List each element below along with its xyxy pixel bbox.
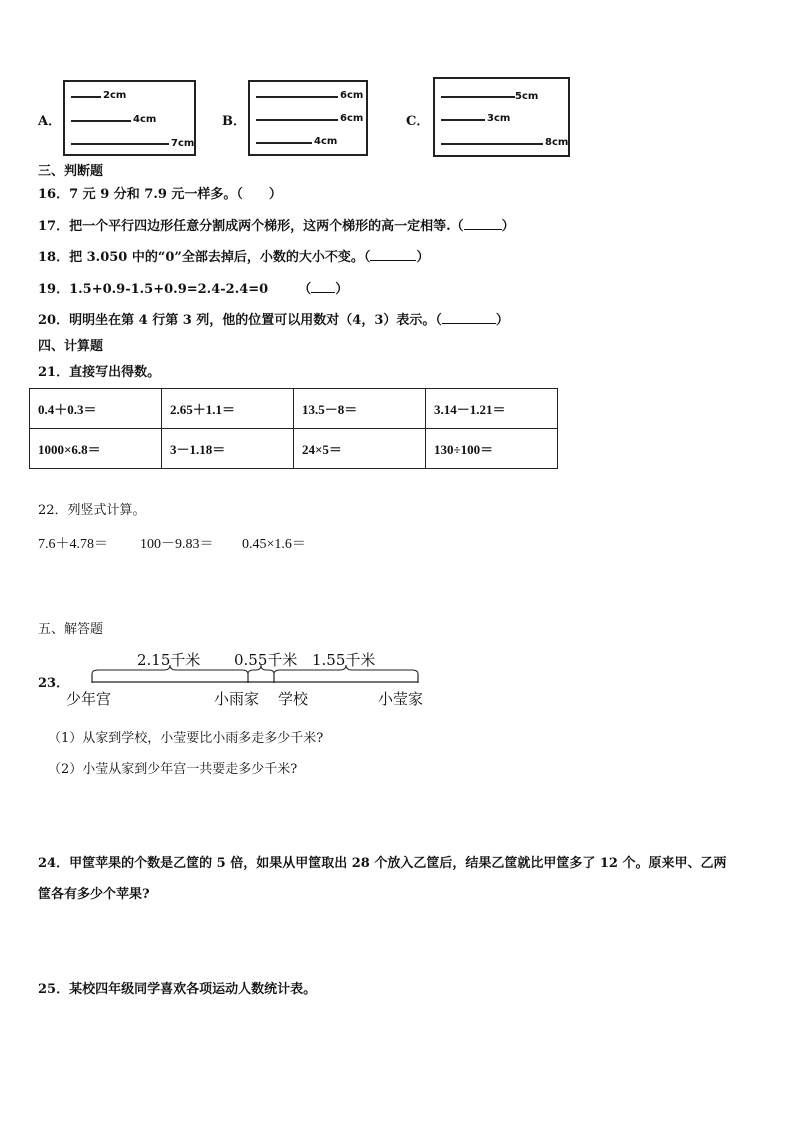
question-19-answer-blank[interactable] xyxy=(311,292,335,293)
question-17-answer-blank[interactable] xyxy=(464,229,502,230)
table-cell: 3.14－1.21＝ xyxy=(426,389,558,429)
section-3-heading: 三、判断题 xyxy=(38,164,104,179)
option-a-figure xyxy=(63,80,196,156)
question-23-number: 23． xyxy=(38,676,70,691)
option-c-figure xyxy=(433,77,570,157)
question-19-close: ） xyxy=(335,282,349,297)
question-21-title: 21．直接写出得数。 xyxy=(38,365,161,380)
table-row xyxy=(30,429,558,469)
question-17: 17．把一个平行四边形任意分割成两个梯形，这两个梯形的高一定相等.（ xyxy=(38,219,464,234)
place-label-xiaoying: 小莹家 xyxy=(378,690,424,708)
question-18-answer-blank[interactable] xyxy=(370,260,416,261)
option-c-label: C． xyxy=(406,114,430,129)
question-19-open: （ xyxy=(298,282,312,297)
option-c-line-3 xyxy=(441,143,543,145)
question-25: 25．某校四年级同学喜欢各项运动人数统计表。 xyxy=(38,982,317,997)
question-24-line-2: 筐各有多少个苹果? xyxy=(38,887,150,902)
section-5-heading: 五、解答题 xyxy=(38,622,104,637)
table-row xyxy=(30,389,558,429)
option-b-line-2 xyxy=(256,119,338,121)
question-18: 18．把 3.050 中的“0”全部去掉后，小数的大小不变。（ xyxy=(38,250,371,265)
question-20-close: ） xyxy=(495,313,509,328)
option-a-line-3 xyxy=(71,143,169,145)
question-22-item-3: 0.45×1.6＝ xyxy=(242,537,306,552)
option-b-line-2-label: 6cm xyxy=(340,113,364,124)
question-19: 19．1.5+0.9-1.5+0.9=2.4-2.4=0 xyxy=(38,282,269,297)
option-c-line-1-label: 5cm xyxy=(515,91,539,102)
table-cell: 0.4＋0.3＝ xyxy=(30,389,162,429)
option-c-line-1 xyxy=(441,96,515,98)
option-a-line-1-label: 2cm xyxy=(103,90,127,101)
question-22-title: 22．列竖式计算。 xyxy=(38,503,146,518)
option-a-line-2-label: 4cm xyxy=(133,114,157,125)
distance-label-1: 2.15千米 xyxy=(137,651,201,669)
table-cell: 3－1.18＝ xyxy=(162,429,294,469)
question-22-item-2: 100－9.83＝ xyxy=(140,537,214,552)
option-a-line-1 xyxy=(71,96,101,98)
question-24-line-1: 24．甲筐苹果的个数是乙筐的 5 倍，如果从甲筐取出 28 个放入乙筐后，结果乙筐就比甲筐多了 12 个。原来甲、乙两 xyxy=(38,856,727,871)
option-b-line-1-label: 6cm xyxy=(340,90,364,101)
place-label-xiaoyu: 小雨家 xyxy=(214,690,260,708)
table-cell: 2.65＋1.1＝ xyxy=(162,389,294,429)
question-17-row xyxy=(38,219,515,235)
question-21-table xyxy=(29,388,558,469)
option-a-label: A． xyxy=(38,114,62,129)
place-label-school: 学校 xyxy=(278,690,309,708)
question-19-row xyxy=(38,282,348,298)
option-b-line-3 xyxy=(256,142,312,144)
question-18-close: ） xyxy=(416,250,430,265)
option-b-figure xyxy=(248,80,368,156)
place-label-shaonian: 少年宫 xyxy=(66,690,112,708)
table-cell: 1000×6.8＝ xyxy=(30,429,162,469)
option-c-line-2-label: 3cm xyxy=(487,113,511,124)
question-20-answer-blank[interactable] xyxy=(442,323,496,324)
table-cell: 24×5＝ xyxy=(294,429,426,469)
option-a-line-2 xyxy=(71,120,131,122)
section-4-heading: 四、计算题 xyxy=(38,339,104,354)
distance-label-3: 1.55千米 xyxy=(312,651,376,669)
question-20: 20．明明坐在第 4 行第 3 列，他的位置可以用数对（4，3）表示。（ xyxy=(38,313,442,328)
distance-label-2: 0.55千米 xyxy=(234,651,298,669)
question-17-close: ） xyxy=(501,219,515,234)
question-23-sub-1: （1）从家到学校，小莹要比小雨多走多少千米? xyxy=(48,731,324,746)
table-cell: 13.5－8＝ xyxy=(294,389,426,429)
option-c-line-3-label: 8cm xyxy=(545,137,569,148)
question-22-item-1: 7.6＋4.78＝ xyxy=(38,537,108,552)
question-18-row xyxy=(38,250,429,266)
option-b-line-1 xyxy=(256,96,338,98)
option-b-line-3-label: 4cm xyxy=(314,136,338,147)
option-a-line-3-label: 7cm xyxy=(171,138,195,149)
option-b-label: B． xyxy=(222,114,246,129)
option-c-line-2 xyxy=(441,119,485,121)
question-16: 16．7 元 9 分和 7.9 元一样多。（ ） xyxy=(38,187,282,202)
question-23-sub-2: （2）小莹从家到少年宫一共要走多少千米? xyxy=(48,762,298,777)
table-cell: 130÷100＝ xyxy=(426,429,558,469)
question-20-row xyxy=(38,313,509,329)
